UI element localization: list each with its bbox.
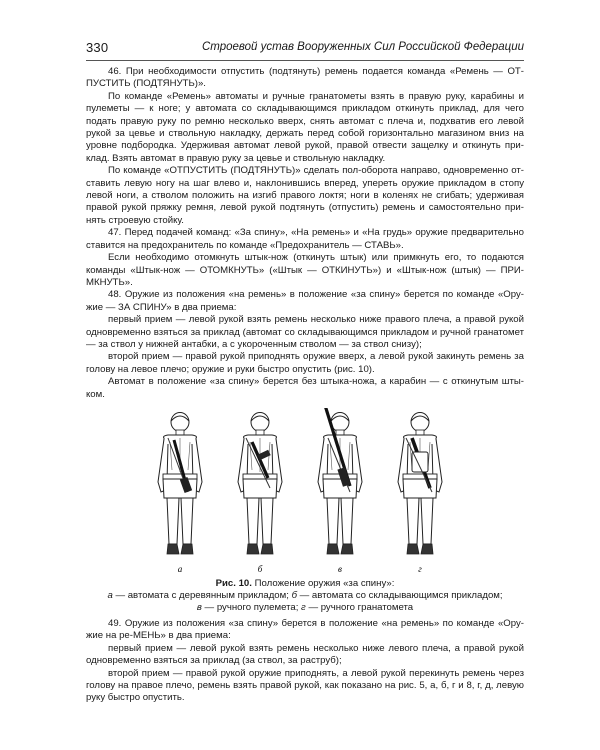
paragraph: Автомат в положение «за спину» берется без штыка-ножа, а карабин — с откинутым штыком. <box>86 376 524 400</box>
figure-caption <box>86 578 524 613</box>
paragraph: второй прием — правой рукой оружие приподнять, а левой рукой перекинуть ремень через голову на правое плечо, ремень взять правой рукой, как показано на рис. 5, а, б, г и 8, г, д, левую руку быстро опустить. <box>86 667 524 704</box>
running-title: Строевой устав Вооруженных Сил Российской Федерации <box>201 41 524 53</box>
paragraph: второй прием — правой рукой приподнять оружие вверх, а левой рукой закинуть ремень за голову на левое плечо; оружие и руки быстро опустить (рис. 10). <box>86 351 524 375</box>
caption-letter: в <box>196 601 202 613</box>
caption-text: — автомата с деревянным прикладом; <box>112 589 292 601</box>
paragraph: По команде «Ремень» автоматы и ручные гранатометы взять в правую руку, карабины и пулеметы — к ноге; у автомата со складывающимся прикладом откинуть приклад, для чего подать правую руку по ремню несколько вверх, снять автомат с плеча и, подхватив его левой рукой за цевье и ствольную накладку, держать перед собой горизонтально магазином вниз на уровне подбородка. Удерживая автомат левой рукой, правой отвести защелку и откинуть приклад. Взять автомат в правую руку за цевье и ствольную накладку. <box>86 90 524 164</box>
paragraph: 49. Оружие из положения «за спину» берется в положение «на ремень» по команде «Оружие на ре-МЕНЬ» в два приема: <box>86 618 524 642</box>
caption-text: — ручного гранатомета <box>305 601 414 613</box>
paragraph: Если необходимо отомкнуть штык-нож (откинуть штык) или примкнуть его, то подаются команды «Штык-нож — ОТОМКНУТЬ» («Штык — ОТКИНУТЬ») и «Штык-нож (штык) — ПРИМКНУТЬ». <box>86 252 524 288</box>
caption-letter: а <box>107 589 113 601</box>
page-number: 330 <box>86 40 109 55</box>
caption-letter: б <box>291 589 297 601</box>
caption-text: — автомата со складывающимся прикладом; <box>296 589 503 601</box>
caption-number: Рис. 10. <box>215 578 252 589</box>
paragraph: По команде «ОТПУСТИТЬ (ПОДТЯНУТЬ)» сделать пол-оборота направо, одновременно отставить левую ногу на шаг влево и, наклонившись вперед, упереть оружие прикладом в стопу левой ноги, а стволом положить на изгиб правого локтя; ноги в коленях не сгибать; удерживая правой рукой пряжку ремня, левой рукой подтянуть (отпустить) ремень и самостоятельно принять строевую стойку. <box>86 165 524 226</box>
soldiers-illustration <box>140 408 460 578</box>
caption-line <box>86 602 524 614</box>
caption-text: — ручного пулемета; <box>201 601 302 613</box>
paragraph: 48. Оружие из положения «на ремень» в положение «за спину» берется по команде «Оружие — ЗА СПИНУ» в два приема: <box>86 289 524 313</box>
panel-label: г <box>418 564 422 574</box>
panel-label: б <box>257 564 263 574</box>
body-text-bottom <box>86 618 524 705</box>
caption-line <box>86 590 524 602</box>
figure-10 <box>140 408 460 578</box>
panel-label: а <box>177 564 183 574</box>
page-header <box>86 40 524 61</box>
body-text-top <box>86 66 524 401</box>
paragraph: 47. Перед подачей команд: «За спину», «На ремень» и «На грудь» оружие предварительно ставится на предохранитель по команде «Предохранитель — СТАВЬ». <box>86 227 524 251</box>
panel-label: в <box>338 564 342 574</box>
paragraph: первый прием — левой рукой взять ремень несколько ниже правого плеча, а правой рукой одновременно взяться за приклад (автомат со складывающимся прикладом и ручной гранатомет — за ствол у нижней антабки, а с укороченным стволом — за ствол снизу); <box>86 314 524 350</box>
caption-letter: г <box>301 601 306 613</box>
caption-subtitle: Положение оружия «за спину»: <box>254 578 395 589</box>
paragraph: 46. При необходимости отпустить (подтянуть) ремень подается команда «Ремень — ОТПУСТИТЬ (ПОДТЯНУТЬ)». <box>86 66 524 90</box>
paragraph: первый прием — левой рукой взять ремень несколько ниже левого плеча, а правой рукой одновременно взяться за приклад (за ствол, за раструб); <box>86 642 524 667</box>
caption-heading <box>86 578 524 590</box>
